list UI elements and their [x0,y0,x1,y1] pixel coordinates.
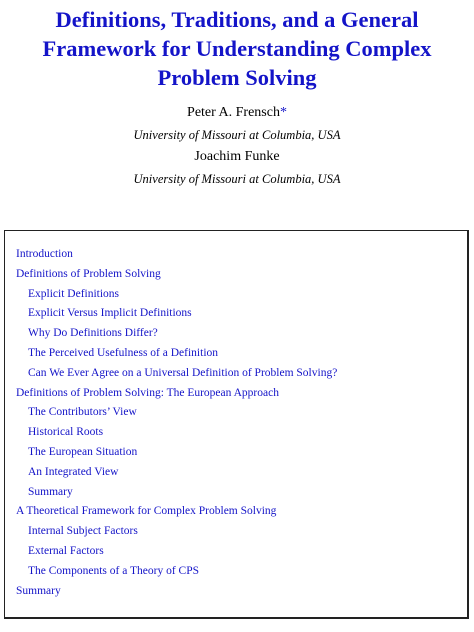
toc-link-integrated-view[interactable]: An Integrated View [28,465,119,478]
toc-item [5,423,337,443]
title-line-2: Framework for Understanding Complex [42,36,432,61]
author-1-affiliation: University of Missouri at Columbia, USA [133,128,341,142]
toc-link-why-definitions-differ[interactable]: Why Do Definitions Differ? [28,327,158,340]
toc-link-components-of-theory[interactable]: The Components of a Theory of CPS [28,564,199,577]
toc-item [5,542,337,562]
author-2 [0,149,474,165]
toc-item [5,562,337,582]
toc-item [5,324,337,344]
author-2-name: Joachim Funke [194,149,280,164]
toc-link-external-factors[interactable]: External Factors [28,544,104,557]
author-footnote-link[interactable]: * [279,105,287,120]
toc-item [5,483,337,503]
table-of-contents [4,230,469,619]
toc-item [5,344,337,364]
title-line-1: Definitions, Traditions, and a General [55,7,419,32]
document-title [0,5,474,92]
author-1-name: Peter A. Frensch [187,105,280,120]
author-2-affiliation: University of Missouri at Columbia, USA [133,172,341,186]
toc-item [5,364,337,384]
toc-link-european-situation[interactable]: The European Situation [28,445,138,458]
toc-link-internal-subject-factors[interactable]: Internal Subject Factors [28,525,138,538]
toc-link-european-approach[interactable]: Definitions of Problem Solving: The European Approach [16,386,279,399]
toc-item [5,502,337,522]
toc-list [5,245,337,601]
toc-link-universal-definition[interactable]: Can We Ever Agree on a Universal Definition of Problem Solving? [28,366,338,379]
toc-item [5,582,337,602]
toc-item [5,304,337,324]
toc-item [5,443,337,463]
toc-link-explicit-definitions[interactable]: Explicit Definitions [28,287,120,300]
toc-item [5,245,337,265]
toc-link-theoretical-framework[interactable]: A Theoretical Framework for Complex Problem Solving [16,505,277,518]
toc-item [5,265,337,285]
toc-item [5,403,337,423]
toc-link-historical-roots[interactable]: Historical Roots [28,426,104,439]
toc-item [5,463,337,483]
author-1 [0,105,474,121]
toc-link-contributors-view[interactable]: The Contributors’ View [28,406,137,419]
toc-link-summary[interactable]: Summary [16,584,61,597]
toc-link-explicit-versus-implicit[interactable]: Explicit Versus Implicit Definitions [28,307,192,320]
title-line-3: Problem Solving [157,65,317,90]
toc-item [5,522,337,542]
toc-link-summary-european[interactable]: Summary [28,485,73,498]
toc-link-perceived-usefulness[interactable]: The Perceived Usefulness of a Definition [28,346,219,359]
toc-item [5,285,337,305]
toc-link-definitions-of-problem-solving[interactable]: Definitions of Problem Solving [16,267,161,280]
toc-item [5,384,337,404]
toc-link-introduction[interactable]: Introduction [16,248,73,260]
